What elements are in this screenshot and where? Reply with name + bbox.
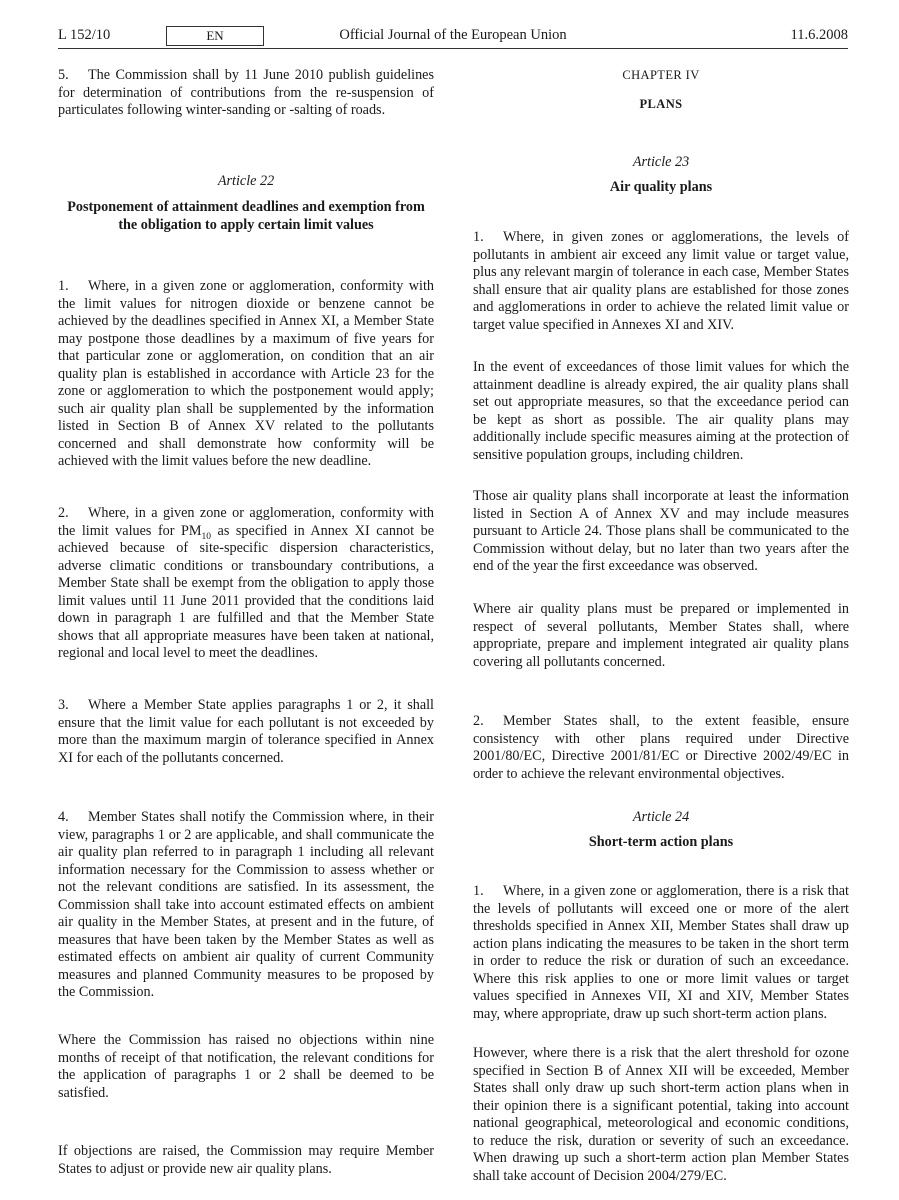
- article-23-title: Article 23: [632, 154, 690, 170]
- paragraph-number: 3.: [58, 697, 69, 713]
- article-22-paragraph-3: [58, 697, 434, 767]
- journal-title: Official Journal of the European Union: [339, 27, 567, 43]
- article-23-paragraph-1-third: Those air quality plans shall incorporate at least the information listed in Section A of Annex XV and may include measures pursuant to Article 24. Those plans shall be communicated to the Commission without delay, but no later than two years after the end of the year the first exceedance was observed.: [473, 488, 849, 574]
- subscript-10: 10: [201, 531, 212, 542]
- article-22-paragraph-4-final: If objections are raised, the Commission may require Member States to adjust or provide new air quality plans.: [58, 1143, 434, 1177]
- paragraph-number: 1.: [58, 278, 69, 294]
- article-23-paragraph-1: [473, 229, 849, 334]
- article-23-paragraph-1-fourth: Where air quality plans must be prepared or implemented in respect of several pollutants, Member States shall, where appropriate, prepare and implement integrated air quality plans covering all pollutants concerned.: [473, 601, 849, 670]
- chapter-title: PLANS: [639, 97, 683, 111]
- paragraph-text: Where, in given zones or agglomerations, the levels of pollutants in ambient air exceed any limit value or target value, plus any relevant margin of tolerance in each case, Member States shall ensure that air quality plans are established for those zones and agglomerations in order to achieve the related limit value or target value specified in Annexes XI and XIV.: [473, 229, 849, 333]
- paragraph-text: Where, in a given zone or agglomeration, conformity with the limit values for nitrogen dioxide or benzene cannot be achieved by the deadlines specified in Annex XI, a Member State may postpone those deadlines by a maximum of five years for that particular zone or agglomeration, on condition that an air quality plan is established in accordance with Article 23 for the zone or agglomeration to which the postponement would apply; such air quality plan shall be supplemented by the information listed in Section B of Annex XV related to the pollutants concerned and shall demonstrate how conformity will be achieved with the limit values before the new deadline.: [58, 278, 434, 469]
- paragraph-text: The Commission shall by 11 June 2010 publish guidelines for determination of contributions from the re-suspension of particulates following winter-sanding or -salting of roads.: [58, 67, 434, 118]
- paragraph-5: [58, 67, 434, 120]
- paragraph-number: 1.: [473, 229, 484, 245]
- article-23-paragraph-2: [473, 713, 849, 783]
- article-22-paragraph-2: [58, 505, 434, 663]
- publication-date: 11.6.2008: [790, 27, 848, 43]
- article-23-heading: Air quality plans: [609, 179, 713, 195]
- paragraph-text-b: as specified in Annex XI cannot be achieved because of site-specific dispersion characteristics, adverse climatic conditions or transboundary contributions, a Member State shall be exempt from the obligation to apply those limit values until 11 June 2011 provided that the conditions laid down in paragraph 1 are fulfilled and that the Member State shows that all appropriate measures have been taken at national, regional and local level to meet the deadlines.: [58, 522, 434, 661]
- header-rule: [58, 48, 848, 49]
- paragraph-text: Where, in a given zone or agglomeration, there is a risk that the levels of pollutants will exceed one or more of the alert thresholds specified in Annex XII, Member States shall draw up action plans indicating the measures to be taken in the short term in order to reduce the risk or duration of such an exceedance. Where this risk applies to one or more limit values or target values specified in Annexes VII, XI and XIV, Member States may, where appropriate, draw up such short-term action plans.: [473, 883, 849, 1022]
- page-reference: L 152/10: [58, 27, 111, 43]
- chapter-number: CHAPTER IV: [622, 68, 700, 82]
- paragraph-number: 5.: [58, 67, 69, 83]
- paragraph-text: Where a Member State applies paragraphs 1 or 2, it shall ensure that the limit value for each pollutant is not exceeded by more than the maximum margin of tolerance specified in Annex XI for each of the pollutants concerned.: [58, 697, 434, 766]
- article-24-paragraph-1: [473, 883, 849, 1023]
- paragraph-text-a: Where, in a given zone or agglomeration, conformity with the limit values for PM: [58, 505, 434, 539]
- article-22-title: Article 22: [217, 173, 275, 189]
- article-24-heading: Short-term action plans: [588, 834, 734, 850]
- language-badge: EN: [166, 26, 264, 46]
- paragraph-number: 4.: [58, 809, 69, 825]
- paragraph-number: 1.: [473, 883, 484, 899]
- page-header: [58, 27, 848, 47]
- article-22-heading: Postponement of attainment deadlines and exemption from the obligation to apply certain limit values: [67, 199, 425, 233]
- article-22-paragraph-4-continued: Where the Commission has raised no objections within nine months of receipt of that notification, the relevant conditions for the application of paragraphs 1 or 2 shall be deemed to be satisfied.: [58, 1032, 434, 1101]
- article-22-paragraph-4: [58, 809, 434, 1002]
- article-24-title: Article 24: [632, 809, 690, 825]
- article-22-paragraph-1: [58, 278, 434, 471]
- article-23-paragraph-1-continued: In the event of exceedances of those limit values for which the attainment deadline is already expired, the air quality plans shall set out appropriate measures, so that the exceedance period can be kept as short as possible. The air quality plans may additionally include specific measures aiming at the protection of sensitive population groups, including children.: [473, 359, 849, 463]
- paragraph-text: Member States shall notify the Commission where, in their view, paragraphs 1 or 2 are applicable, and shall communicate the air quality plan referred to in paragraph 1 including all relevant information necessary for the Commission to assess whether or not the relevant conditions are satisfied. In its assessment, the Commission shall take into account estimated effects on ambient air quality in the Member States, at present and in the future, of measures that have been taken by the Member States as well as estimated effects on ambient air quality of current Community measures and planned Community measures to be proposed by the Commission.: [58, 809, 434, 1000]
- article-24-paragraph-1-continued: However, where there is a risk that the alert threshold for ozone specified in Section B of Annex XII will be exceeded, Member States shall only draw up such short-term action plans when in their opinion there is a significant potential, taking into account national geographical, meteorological and economic conditions, to reduce the risk, duration or severity of such an exceedance. When drawing up such a short-term action plan Member States shall take account of Decision 2004/279/EC.: [473, 1045, 849, 1184]
- paragraph-text: Member States shall, to the extent feasible, ensure consistency with other plans required under Directive 2001/80/EC, Directive 2001/81/EC or Directive 2002/49/EC in order to achieve the relevant environmental objectives.: [473, 713, 849, 782]
- paragraph-number: 2.: [473, 713, 484, 729]
- paragraph-number: 2.: [58, 505, 69, 521]
